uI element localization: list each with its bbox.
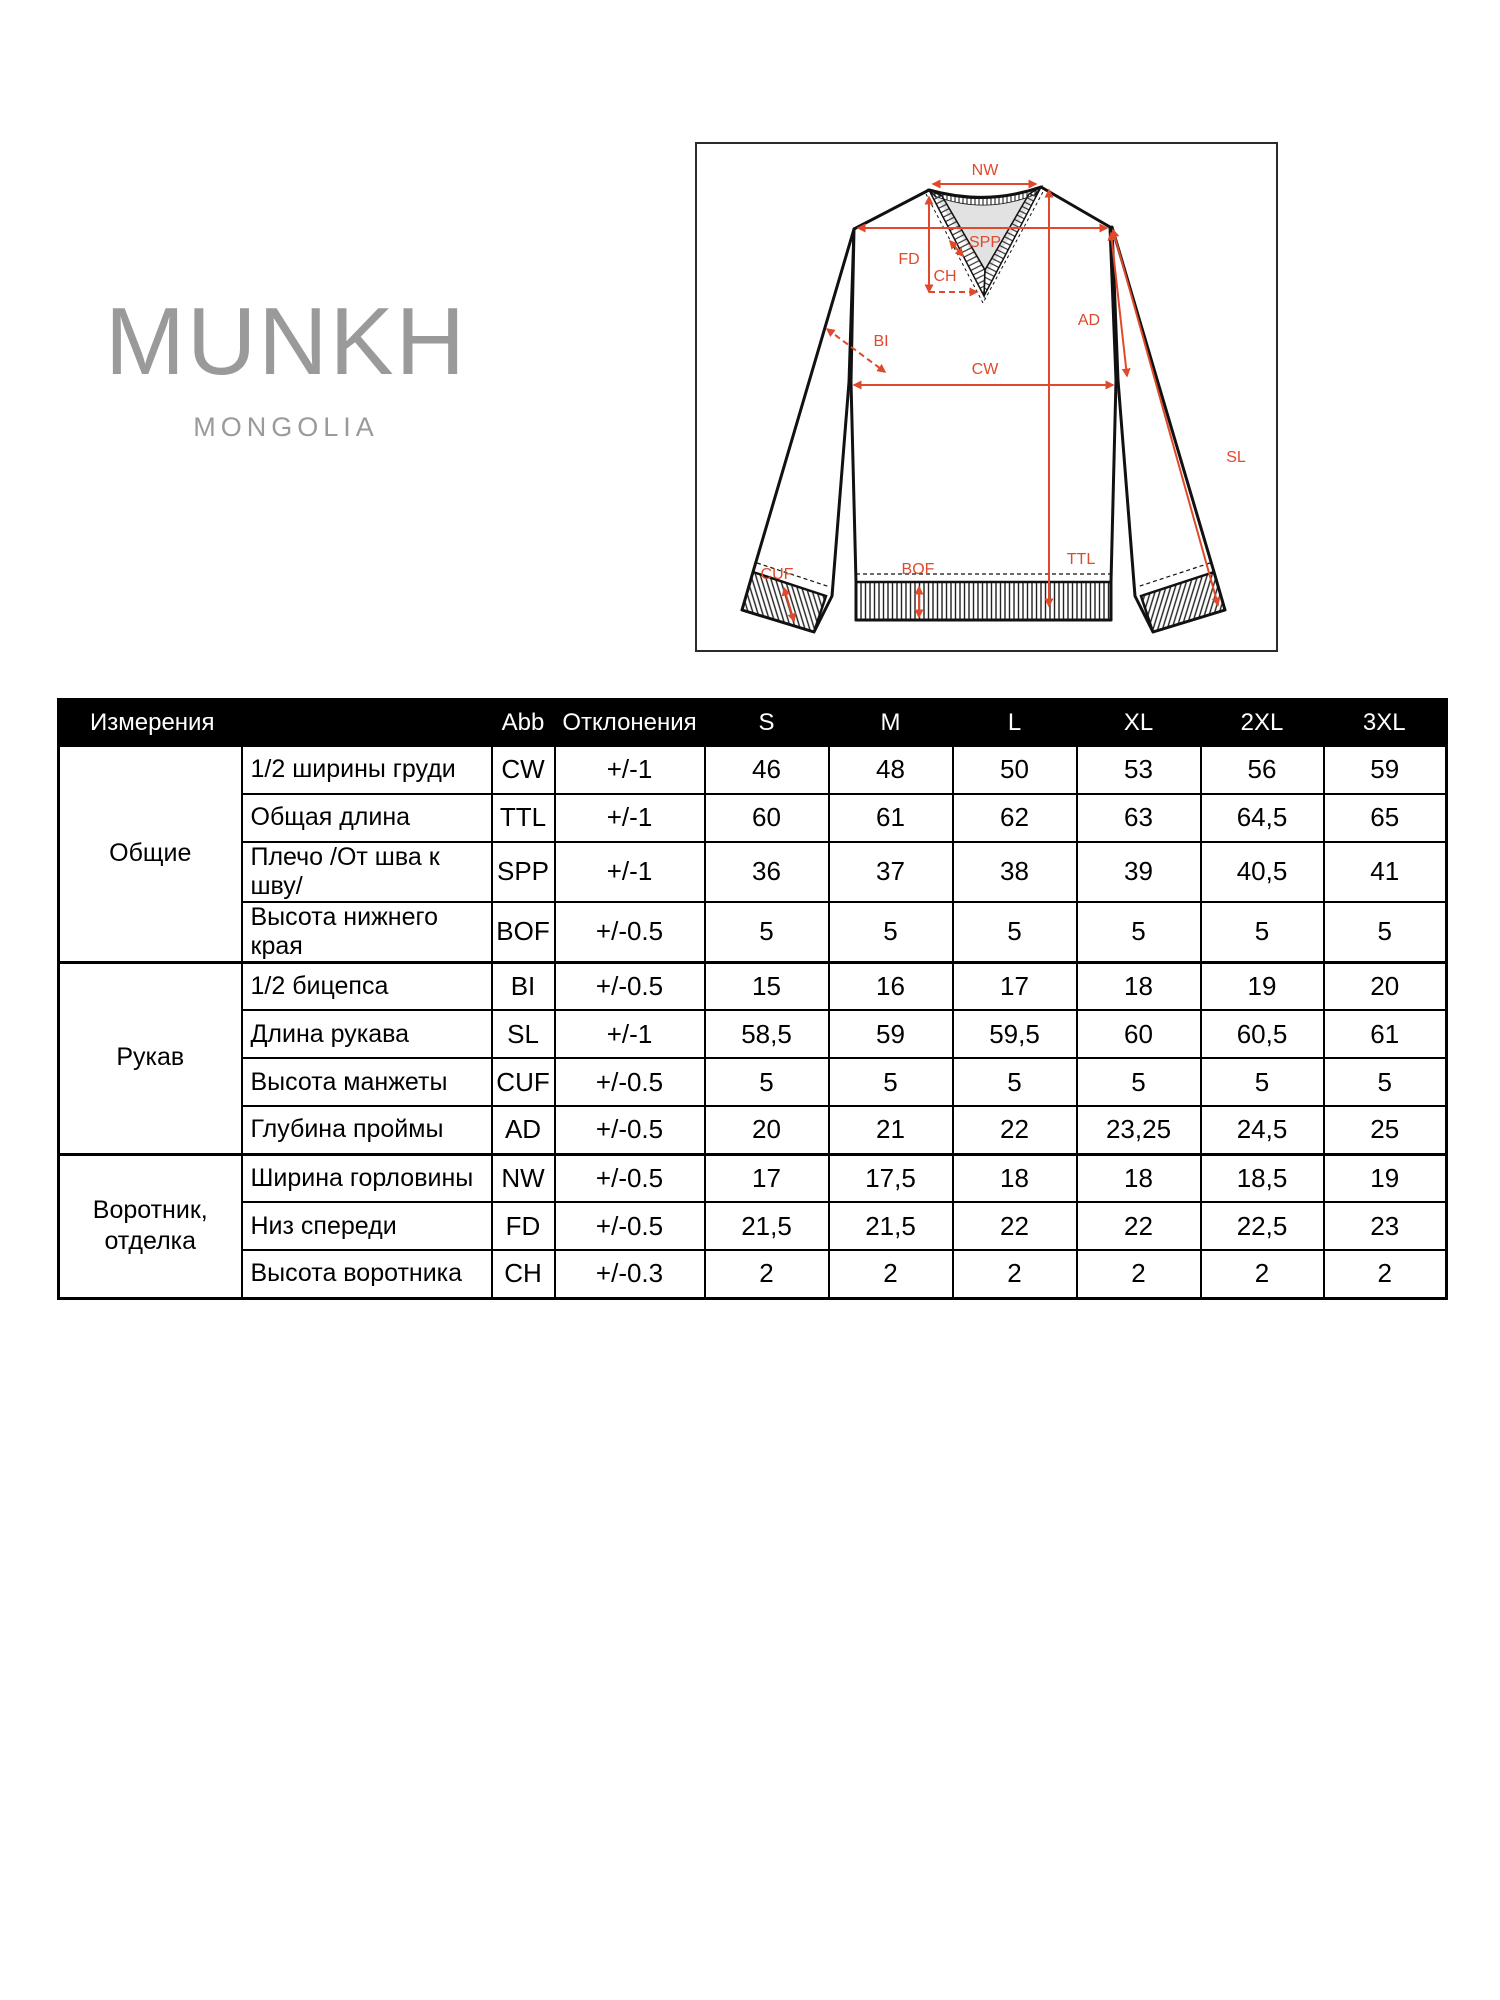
- tolerance-cell: +/-1: [555, 794, 705, 842]
- size-value-cell: 5: [705, 1058, 829, 1106]
- header-tolerance: Отклонения: [555, 700, 705, 746]
- header-size-2xl: 2XL: [1201, 700, 1324, 746]
- table-row: [59, 962, 1447, 1010]
- header-abb: Abb: [492, 700, 555, 746]
- size-value-cell: 17: [953, 962, 1077, 1010]
- measurement-name-cell: Глубина проймы: [242, 1106, 492, 1154]
- measurement-name-cell: Плечо /От шва к шву/: [242, 842, 492, 902]
- sweater-measurement-diagram: [695, 142, 1278, 652]
- abbreviation-cell: AD: [492, 1106, 555, 1154]
- measurement-name-cell: Ширина горловины: [242, 1154, 492, 1202]
- size-value-cell: 2: [705, 1250, 829, 1298]
- size-value-cell: 18: [1077, 962, 1201, 1010]
- tolerance-cell: +/-0.5: [555, 962, 705, 1010]
- header-size-l: L: [953, 700, 1077, 746]
- size-value-cell: 46: [705, 746, 829, 794]
- diagram-label-ttl: TTL: [1066, 551, 1096, 568]
- header-size-m: M: [829, 700, 953, 746]
- size-value-cell: 2: [953, 1250, 1077, 1298]
- size-value-cell: 60: [705, 794, 829, 842]
- tolerance-cell: +/-0.5: [555, 1106, 705, 1154]
- size-value-cell: 21: [829, 1106, 953, 1154]
- abbreviation-cell: CW: [492, 746, 555, 794]
- size-value-cell: 5: [1324, 902, 1447, 963]
- table-row: [59, 746, 1447, 794]
- abbreviation-cell: TTL: [492, 794, 555, 842]
- size-value-cell: 5: [829, 902, 953, 963]
- size-value-cell: 15: [705, 962, 829, 1010]
- size-value-cell: 22: [953, 1202, 1077, 1250]
- size-value-cell: 40,5: [1201, 842, 1324, 902]
- table-row: [59, 1202, 1447, 1250]
- group-name-cell: Воротник, отделка: [59, 1154, 242, 1298]
- size-value-cell: 20: [705, 1106, 829, 1154]
- measurement-name-cell: Высота воротника: [242, 1250, 492, 1298]
- brand-name: MUNKH: [105, 288, 467, 395]
- size-value-cell: 48: [829, 746, 953, 794]
- size-value-cell: 36: [705, 842, 829, 902]
- abbreviation-cell: BI: [492, 962, 555, 1010]
- size-value-cell: 59,5: [953, 1010, 1077, 1058]
- size-value-cell: 19: [1201, 962, 1324, 1010]
- size-value-cell: 50: [953, 746, 1077, 794]
- size-value-cell: 39: [1077, 842, 1201, 902]
- size-value-cell: 63: [1077, 794, 1201, 842]
- tolerance-cell: +/-0.5: [555, 902, 705, 963]
- size-chart-table: [57, 698, 1448, 1300]
- size-value-cell: 59: [829, 1010, 953, 1058]
- size-value-cell: 61: [829, 794, 953, 842]
- table-row: [59, 794, 1447, 842]
- diagram-label-ch: CH: [933, 268, 957, 285]
- size-value-cell: 64,5: [1201, 794, 1324, 842]
- abbreviation-cell: FD: [492, 1202, 555, 1250]
- size-value-cell: 5: [1324, 1058, 1447, 1106]
- size-value-cell: 25: [1324, 1106, 1447, 1154]
- size-value-cell: 18: [953, 1154, 1077, 1202]
- size-value-cell: 21,5: [829, 1202, 953, 1250]
- diagram-label-nw: NW: [971, 162, 999, 179]
- diagram-label-sl: SL: [1226, 449, 1246, 466]
- measurement-name-cell: Длина рукава: [242, 1010, 492, 1058]
- size-value-cell: 21,5: [705, 1202, 829, 1250]
- header-size-3xl: 3XL: [1324, 700, 1447, 746]
- size-value-cell: 56: [1201, 746, 1324, 794]
- measurement-name-cell: Низ спереди: [242, 1202, 492, 1250]
- size-value-cell: 22: [953, 1106, 1077, 1154]
- tolerance-cell: +/-1: [555, 746, 705, 794]
- size-table-body: [59, 746, 1447, 1299]
- size-value-cell: 5: [953, 902, 1077, 963]
- header-size-xl: XL: [1077, 700, 1201, 746]
- abbreviation-cell: CUF: [492, 1058, 555, 1106]
- group-name-cell: Общие: [59, 746, 242, 963]
- brand-logo: [84, 288, 488, 442]
- size-value-cell: 24,5: [1201, 1106, 1324, 1154]
- tolerance-cell: +/-0.5: [555, 1202, 705, 1250]
- abbreviation-cell: NW: [492, 1154, 555, 1202]
- size-value-cell: 65: [1324, 794, 1447, 842]
- size-value-cell: 41: [1324, 842, 1447, 902]
- group-name-cell: Рукав: [59, 962, 242, 1154]
- size-value-cell: 58,5: [705, 1010, 829, 1058]
- measurement-name-cell: Высота нижнего края: [242, 902, 492, 963]
- size-value-cell: 2: [829, 1250, 953, 1298]
- size-value-cell: 37: [829, 842, 953, 902]
- size-value-cell: 53: [1077, 746, 1201, 794]
- diagram-label-fd: FD: [898, 251, 920, 268]
- diagram-label-cuf: CUF: [760, 566, 794, 583]
- size-value-cell: 22: [1077, 1202, 1201, 1250]
- size-value-cell: 59: [1324, 746, 1447, 794]
- table-row: [59, 1250, 1447, 1298]
- tolerance-cell: +/-1: [555, 1010, 705, 1058]
- table-row: [59, 1106, 1447, 1154]
- size-value-cell: 5: [953, 1058, 1077, 1106]
- tolerance-cell: +/-0.5: [555, 1058, 705, 1106]
- size-value-cell: 22,5: [1201, 1202, 1324, 1250]
- size-value-cell: 5: [1201, 902, 1324, 963]
- diagram-label-bi: BI: [873, 333, 889, 350]
- abbreviation-cell: CH: [492, 1250, 555, 1298]
- measurement-name-cell: 1/2 ширины груди: [242, 746, 492, 794]
- measurement-name-cell: Высота манжеты: [242, 1058, 492, 1106]
- size-value-cell: 23,25: [1077, 1106, 1201, 1154]
- brand-subtitle: MONGOLIA: [193, 412, 379, 442]
- size-value-cell: 2: [1077, 1250, 1201, 1298]
- size-value-cell: 38: [953, 842, 1077, 902]
- size-value-cell: 5: [705, 902, 829, 963]
- size-value-cell: 5: [829, 1058, 953, 1106]
- measurement-name-cell: Общая длина: [242, 794, 492, 842]
- size-value-cell: 60,5: [1201, 1010, 1324, 1058]
- size-value-cell: 5: [1201, 1058, 1324, 1106]
- size-value-cell: 18: [1077, 1154, 1201, 1202]
- size-value-cell: 2: [1201, 1250, 1324, 1298]
- size-value-cell: 18,5: [1201, 1154, 1324, 1202]
- size-value-cell: 17,5: [829, 1154, 953, 1202]
- abbreviation-cell: SL: [492, 1010, 555, 1058]
- abbreviation-cell: SPP: [492, 842, 555, 902]
- size-value-cell: 19: [1324, 1154, 1447, 1202]
- size-value-cell: 23: [1324, 1202, 1447, 1250]
- header-size-s: S: [705, 700, 829, 746]
- table-row: [59, 1154, 1447, 1202]
- size-value-cell: 62: [953, 794, 1077, 842]
- size-value-cell: 17: [705, 1154, 829, 1202]
- abbreviation-cell: BOF: [492, 902, 555, 963]
- table-row: [59, 1010, 1447, 1058]
- tolerance-cell: +/-0.5: [555, 1154, 705, 1202]
- size-value-cell: 60: [1077, 1010, 1201, 1058]
- size-value-cell: 5: [1077, 902, 1201, 963]
- size-value-cell: 20: [1324, 962, 1447, 1010]
- size-value-cell: 16: [829, 962, 953, 1010]
- table-header-row: [59, 700, 1447, 746]
- size-value-cell: 61: [1324, 1010, 1447, 1058]
- size-value-cell: 5: [1077, 1058, 1201, 1106]
- tolerance-cell: +/-0.3: [555, 1250, 705, 1298]
- tolerance-cell: +/-1: [555, 842, 705, 902]
- measurement-name-cell: 1/2 бицепса: [242, 962, 492, 1010]
- table-row: [59, 902, 1447, 963]
- size-value-cell: 2: [1324, 1250, 1447, 1298]
- diagram-label-cw: CW: [971, 361, 999, 378]
- diagram-label-ad: AD: [1077, 312, 1101, 329]
- diagram-label-spp: SPP: [968, 234, 1002, 251]
- diagram-label-bof: BOF: [901, 561, 935, 578]
- header-measurements: Измерения: [59, 700, 492, 746]
- table-row: [59, 1058, 1447, 1106]
- table-row: [59, 842, 1447, 902]
